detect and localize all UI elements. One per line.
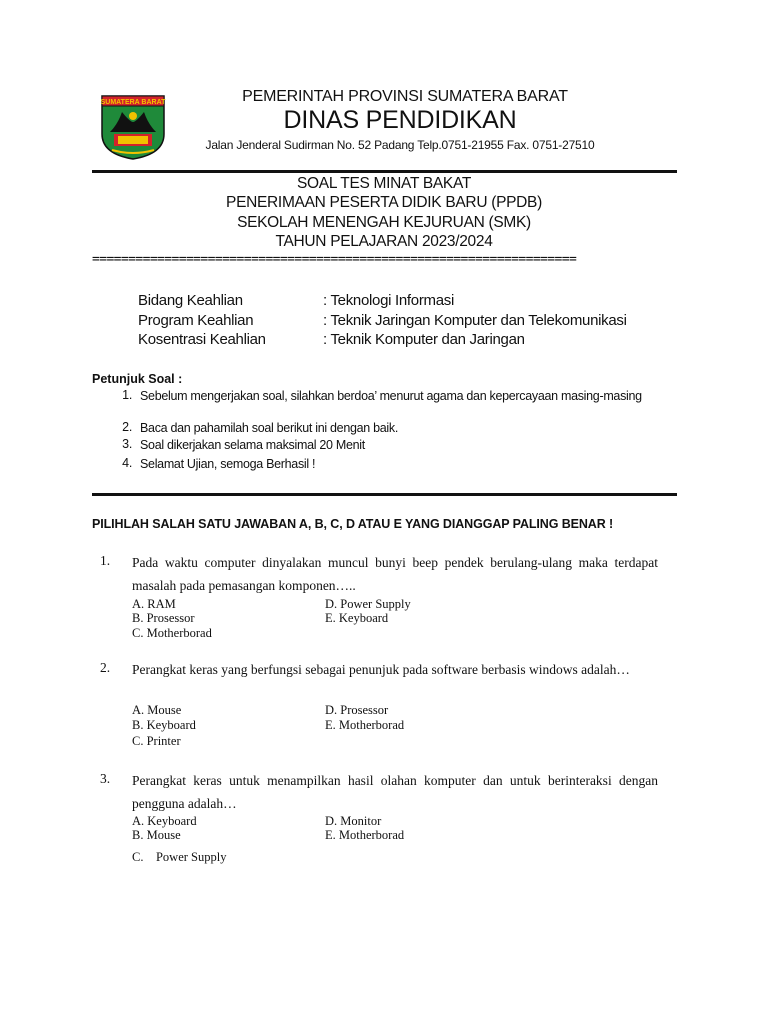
header-divider <box>92 170 677 173</box>
option-c: C. Printer <box>132 734 181 748</box>
option-d: D. Monitor <box>325 814 382 828</box>
question-text: Perangkat keras yang berfungsi sebagai penunjuk pada software berbasis windows adalah… <box>132 662 630 677</box>
option-a: A. Mouse <box>132 703 182 717</box>
instructions-title: Petunjuk Soal : <box>92 372 183 386</box>
title-line-4: TAHUN PELAJARAN 2023/2024 <box>275 233 493 250</box>
option-b: B. Mouse <box>132 828 181 842</box>
answer-instruction: PILIHLAH SALAH SATU JAWABAN A, B, C, D ATAU E YANG DIANGGAP PALING BENAR ! <box>92 517 614 531</box>
option-b: B. Keyboard <box>132 718 196 732</box>
option-b: B. Prosessor <box>132 611 195 625</box>
info-label-konsentrasi: Kosentrasi Keahlian <box>138 331 266 348</box>
question-number: 2. <box>100 660 111 675</box>
title-line-1: SOAL TES MINAT BAKAT <box>296 175 472 192</box>
info-value-konsentrasi: : Teknik Komputer dan Jaringan <box>323 331 525 348</box>
question-number: 3. <box>100 771 111 786</box>
instruction-number: 2. <box>122 420 132 434</box>
option-a: A. RAM <box>132 597 176 611</box>
header-address: Jalan Jenderal Sudirman No. 52 Padang Telp.0751-21955 Fax. 0751-27510 <box>205 138 595 152</box>
instruction-text: Baca dan pahamilah soal berikut ini dengan baik. <box>140 421 399 435</box>
instruction-number: 4. <box>122 456 132 470</box>
title-line-3: SEKOLAH MENENGAH KEJURUAN (SMK) <box>237 214 531 231</box>
question-text: Pada waktu computer dinyalakan muncul bunyi beep pendek berulang-ulang maka terdapat masalah pada pemasangan komponen….. <box>132 555 658 593</box>
instruction-text: Selamat Ujian, semoga Berhasil ! <box>140 457 316 471</box>
info-label-program: Program Keahlian <box>138 312 254 329</box>
info-value-program: : Teknik Jaringan Komputer dan Telekomunikasi <box>323 312 627 329</box>
instructions-divider <box>92 493 677 496</box>
instruction-number: 3. <box>122 437 132 451</box>
option-d: D. Power Supply <box>325 597 411 611</box>
option-d: D. Prosessor <box>325 703 389 717</box>
title-separator: =================================================================== <box>92 252 577 267</box>
option-e: E. Keyboard <box>325 611 389 625</box>
header-department-name: DINAS PENDIDIKAN <box>283 106 517 134</box>
option-e: E. Motherborad <box>325 828 405 842</box>
option-c: C. Motherborad <box>132 626 212 640</box>
option-a: A. Keyboard <box>132 814 197 828</box>
question-number: 1. <box>100 553 111 568</box>
logo-banner-text: SUMATERA BARAT <box>100 99 166 106</box>
option-e: E. Motherborad <box>325 718 405 732</box>
option-c: C. Power Supply <box>132 850 227 864</box>
title-line-2: PENERIMAAN PESERTA DIDIK BARU (PPDB) <box>226 194 542 211</box>
instruction-text: Sebelum mengerjakan soal, silahkan berdoa’ menurut agama dan kepercayaan masing-masing <box>140 389 642 403</box>
info-label-bidang: Bidang Keahlian <box>138 292 243 309</box>
instruction-text: Soal dikerjakan selama maksimal 20 Menit <box>140 438 365 452</box>
question-text: Perangkat keras untuk menampilkan hasil olahan komputer dan untuk berinteraksi dengan pengguna adalah… <box>132 773 658 811</box>
instruction-number: 1. <box>122 388 132 402</box>
header-government-name: PEMERINTAH PROVINSI SUMATERA BARAT <box>242 88 568 105</box>
info-value-bidang: : Teknologi Informasi <box>323 292 454 309</box>
